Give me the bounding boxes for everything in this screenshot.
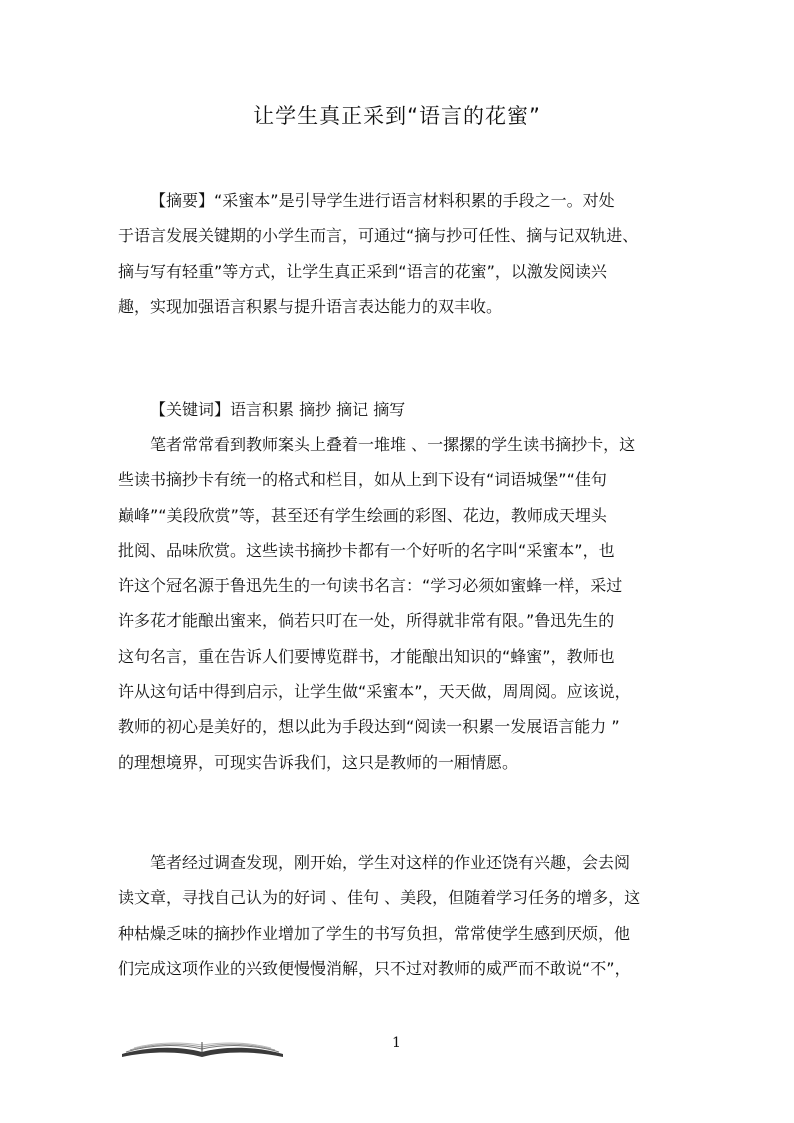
- body-paragraph-1: [118, 427, 678, 780]
- body-paragraph-2: [118, 845, 678, 986]
- body-line: 许从这句话中得到启示，让学生做“采蜜本”，天天做，周周阅。应该说，: [118, 682, 631, 702]
- body-line: 教师的初心是美好的，想以此为手段达到“阅读一积累一发展语言能力 ”: [118, 717, 620, 737]
- page-number: 1: [392, 1035, 401, 1051]
- body-line: 笔者常常看到教师案头上叠着一堆堆 、一摞摞的学生读书摘抄卡，这: [150, 435, 636, 454]
- body-line: 笔者经过调查发现，刚开始，学生对这样的作业还饶有兴趣，会去阅: [150, 853, 631, 872]
- body-line: 许多花才能酿出蜜来，倘若只叮在一处，所得就非常有限。”鲁迅先生的: [118, 611, 615, 631]
- body-line: 的理想境界，可现实告诉我们，这只是教师的一厢情愿。: [118, 752, 519, 772]
- document-title: 让学生真正采到“语言的花蜜”: [253, 104, 541, 128]
- abstract-line: 趣，实现加强语言积累与提升语言表达能力的双丰收。: [118, 296, 503, 316]
- body-line: 批阅、品味欣赏。这些读书摘抄卡都有一个好听的名字叫“采蜜本”，也: [118, 540, 615, 560]
- body-line: 巅峰”“美段欣赏”等，甚至还有学生绘画的彩图、花边，教师成天埋头: [118, 505, 607, 525]
- body-line: 们完成这项作业的兴致便慢慢消解，只不过对教师的威严而不敢说“不”，: [118, 958, 631, 978]
- body-line: 许这个冠名源于鲁迅先生的一句读书名言：“学习必须如蜜蜂一样，采过: [118, 576, 623, 596]
- abstract-line: 【摘要】“采蜜本”是引导学生进行语言材料积累的手段之一。对处: [150, 191, 615, 210]
- body-line: 这句名言，重在告诉人们要博览群书，才能酿出知识的“蜂蜜”，教师也: [118, 646, 615, 666]
- body-line: 读文章，寻找自己认为的好词 、佳句 、美段，但随着学习任务的增多，这: [118, 888, 641, 908]
- abstract-paragraph: [118, 183, 678, 324]
- keywords-line: 【关键词】语言积累 摘抄 摘记 摘写: [150, 400, 406, 419]
- open-book-icon: [120, 1036, 285, 1058]
- abstract-line: 于语言发展关键期的小学生而言，可通过“摘与抄可任性、摘与记双轨进、: [118, 226, 639, 246]
- abstract-line: 摘与写有轻重”等方式，让学生真正采到“语言的花蜜”，以激发阅读兴: [118, 261, 607, 281]
- body-line: 些读书摘抄卡有统一的格式和栏目，如从上到下设有“词语城堡”“佳句: [118, 470, 607, 490]
- keywords-paragraph: [118, 392, 678, 427]
- body-line: 种枯燥乏味的摘抄作业增加了学生的书写负担，常常使学生感到厌烦，他: [118, 923, 631, 943]
